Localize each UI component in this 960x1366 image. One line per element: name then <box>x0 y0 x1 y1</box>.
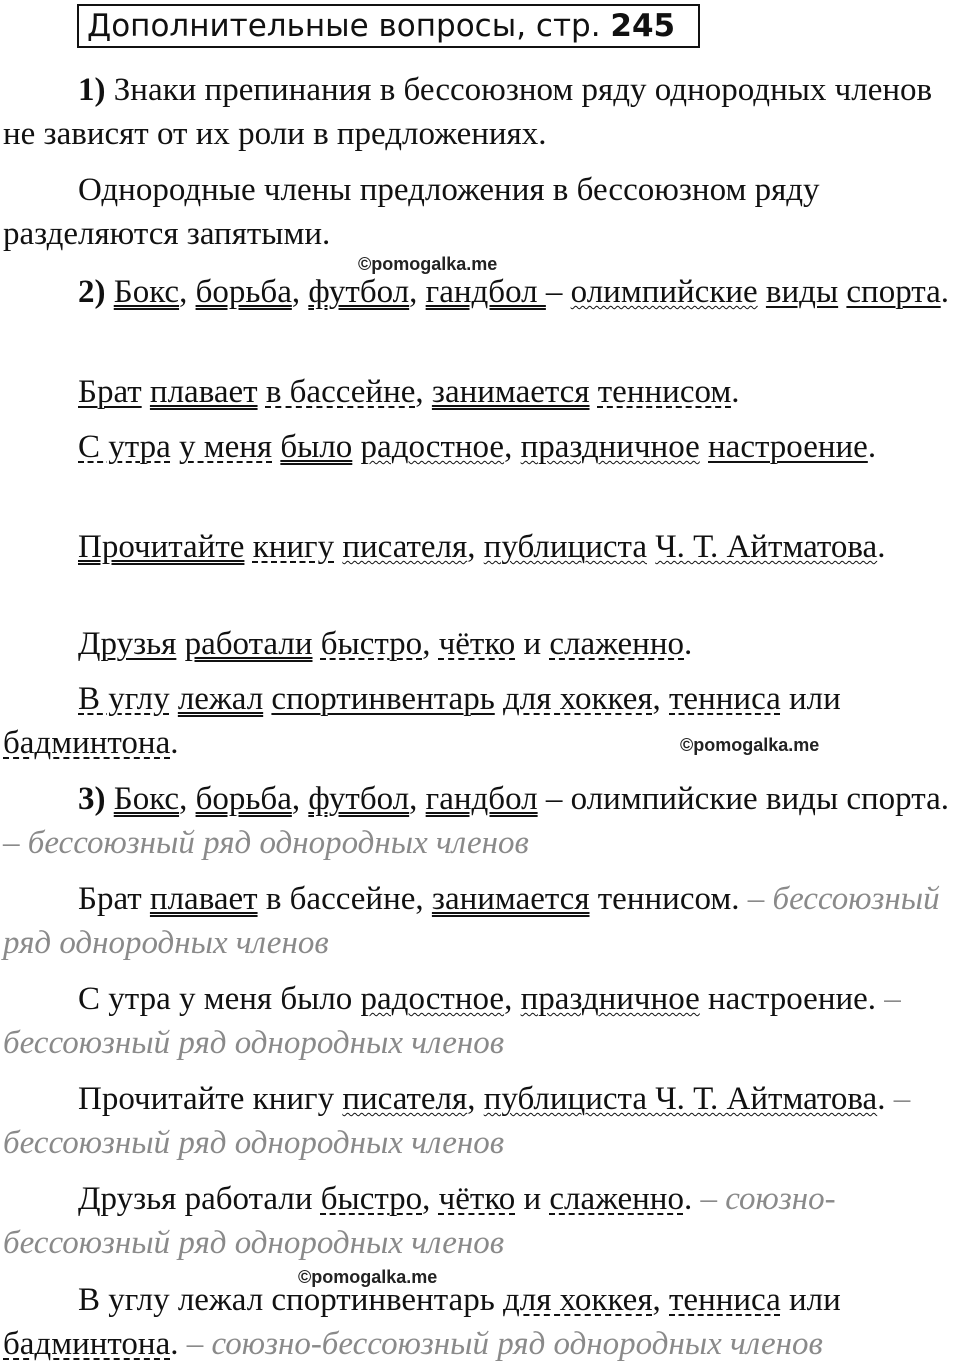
word: виды <box>765 274 839 310</box>
word: теннисом <box>597 374 732 410</box>
word: праздничное <box>520 429 700 465</box>
word: писателя <box>342 1081 468 1117</box>
conjunction: и <box>515 626 550 662</box>
word: настроение <box>708 429 868 465</box>
watermark: ©pomogalka.me <box>298 1267 438 1287</box>
q1-number: 1) <box>78 72 106 108</box>
punct: . <box>940 274 949 310</box>
sentence-mid: в бассейне, <box>257 881 432 917</box>
word: лежал <box>177 681 264 717</box>
word: публициста <box>483 529 647 565</box>
word: книгу <box>252 529 335 565</box>
conjunction: или <box>780 1282 841 1318</box>
q3-sentence-5: Друзья работали быстро, чётко и слаженно. – союзно-бессоюзный ряд однородных членов <box>3 1181 836 1261</box>
q2-sentence-3 <box>3 425 957 469</box>
sentence-rest: настроение. <box>699 981 877 1017</box>
q1-paragraph <box>3 68 957 156</box>
punct: . <box>684 626 693 662</box>
watermark: ©pomogalka.me <box>358 254 498 274</box>
word: плавает <box>149 881 258 917</box>
punct: , <box>652 681 670 717</box>
sentence-start: Прочитайте книгу <box>78 1081 343 1117</box>
word: публициста Ч. Т. Айтматова <box>483 1081 878 1117</box>
q3-sentence-2 <box>3 877 957 965</box>
q3-number: 3) <box>78 781 106 817</box>
word: С утра <box>78 429 171 465</box>
q1-text-2: Однородные члены предложения в бессоюзном ряду разделяются запятыми. <box>3 172 820 252</box>
title-prefix: Дополнительные вопросы, стр. <box>87 8 601 44</box>
punct: . <box>877 1081 886 1117</box>
word: праздничное <box>520 981 700 1017</box>
word: борьба <box>195 781 292 817</box>
word: Прочитайте <box>78 529 245 565</box>
word: Друзья <box>78 626 177 662</box>
word: футбол <box>308 781 410 817</box>
punct: , <box>415 374 432 410</box>
sentence-rest: теннисом. <box>589 881 740 917</box>
conjunction: или <box>780 681 841 717</box>
punct: , <box>504 429 521 465</box>
punct: , <box>422 626 439 662</box>
watermark: ©pomogalka.me <box>680 735 820 755</box>
word: для хоккея <box>503 1282 653 1318</box>
q2-sentence-1 <box>3 270 957 314</box>
q2-sentence-4 <box>3 525 957 569</box>
q3-sentence-4: Прочитайте книгу писателя, публициста Ч. Т. Айтматова. – бессоюзный ряд однородных членов <box>3 1081 911 1161</box>
punct: , <box>291 274 309 310</box>
answer-note: – бессоюзный ряд однородных членов <box>3 881 940 961</box>
word: в бассейне <box>265 374 416 410</box>
word: занимается <box>431 881 590 917</box>
word: радостное <box>360 981 505 1017</box>
word: писателя <box>342 529 468 565</box>
word: борьба <box>195 274 292 310</box>
word: тенниса <box>669 1282 781 1318</box>
word: олимпийские <box>570 274 758 310</box>
answer-note: – союзно-бессоюзный ряд однородных членов <box>178 1326 823 1362</box>
sentence-rest: – олимпийские виды спорта. <box>537 781 949 817</box>
word: быстро <box>320 1181 423 1217</box>
word: занимается <box>431 374 590 410</box>
word: гандбол <box>425 781 538 817</box>
space <box>758 274 766 310</box>
word: работали <box>184 626 313 662</box>
word: чётко <box>438 1181 516 1217</box>
answer-note: – бессоюзный ряд однородных членов <box>3 825 529 861</box>
q2-sentence-2 <box>3 370 957 414</box>
word: слаженно <box>549 1181 684 1217</box>
q1-text: Знаки препинания в бессоюзном ряду однородных членов не зависят от их роли в предложениях. <box>3 72 933 152</box>
answer-note: – бессоюзный ряд однородных членов <box>3 981 901 1061</box>
answer-note: – бессоюзный ряд однородных членов <box>3 1081 911 1161</box>
q2-number: 2) <box>78 274 106 310</box>
word: Бокс <box>113 781 180 817</box>
q1-paragraph-2 <box>3 168 957 256</box>
page-title <box>77 4 700 48</box>
word: бадминтона <box>3 725 171 761</box>
word: тенниса <box>669 681 781 717</box>
word: чётко <box>438 626 516 662</box>
page-number: 245 <box>610 8 676 44</box>
word: Ч. Т. Айтматова <box>655 529 878 565</box>
word: слаженно <box>549 626 684 662</box>
conjunction: и <box>515 1181 550 1217</box>
answer-note: – союзно-бессоюзный ряд однородных членов <box>3 1181 836 1261</box>
q3-sentence-3: С утра у меня было радостное, праздничное настроение. – бессоюзный ряд однородных членов <box>3 981 901 1061</box>
punct: . <box>170 1326 179 1362</box>
word: футбол <box>308 274 410 310</box>
word: у меня <box>178 429 273 465</box>
sentence-start: Друзья работали <box>78 1181 321 1217</box>
word: плавает <box>149 374 258 410</box>
word: Брат <box>78 374 142 410</box>
punct: . <box>170 725 179 761</box>
word: для хоккея <box>503 681 653 717</box>
word: было <box>280 429 353 465</box>
word: бадминтона <box>3 1326 171 1362</box>
word: спортинвентарь <box>271 681 495 717</box>
punct: , <box>179 274 196 310</box>
punct: – <box>545 274 571 310</box>
word: спорта <box>846 274 941 310</box>
word: В углу <box>78 681 170 717</box>
sentence-start: В углу лежал спортинвентарь <box>78 1282 503 1318</box>
punct: , <box>467 529 484 565</box>
word: быстро <box>320 626 423 662</box>
q3-sentence-6: В углу лежал спортинвентарь для хоккея, тенниса или бадминтона. – союзно-бессоюзный ряд однородных членов <box>3 1282 841 1362</box>
word: радостное <box>360 429 505 465</box>
sentence-start: Брат <box>78 881 150 917</box>
sentence-start: С утра у меня было <box>78 981 361 1017</box>
punct: . <box>683 1181 693 1217</box>
punct: . <box>867 429 877 465</box>
word: Бокс <box>113 274 180 310</box>
punct: . <box>731 374 740 410</box>
punct: . <box>877 529 886 565</box>
punct: , <box>409 274 426 310</box>
word: гандбол <box>425 274 546 310</box>
q2-sentence-5 <box>3 622 957 666</box>
q3-sentence-1: 3) Бокс, борьба, футбол, гандбол – олимпийские виды спорта. – бессоюзный ряд однородных членов <box>3 781 949 861</box>
